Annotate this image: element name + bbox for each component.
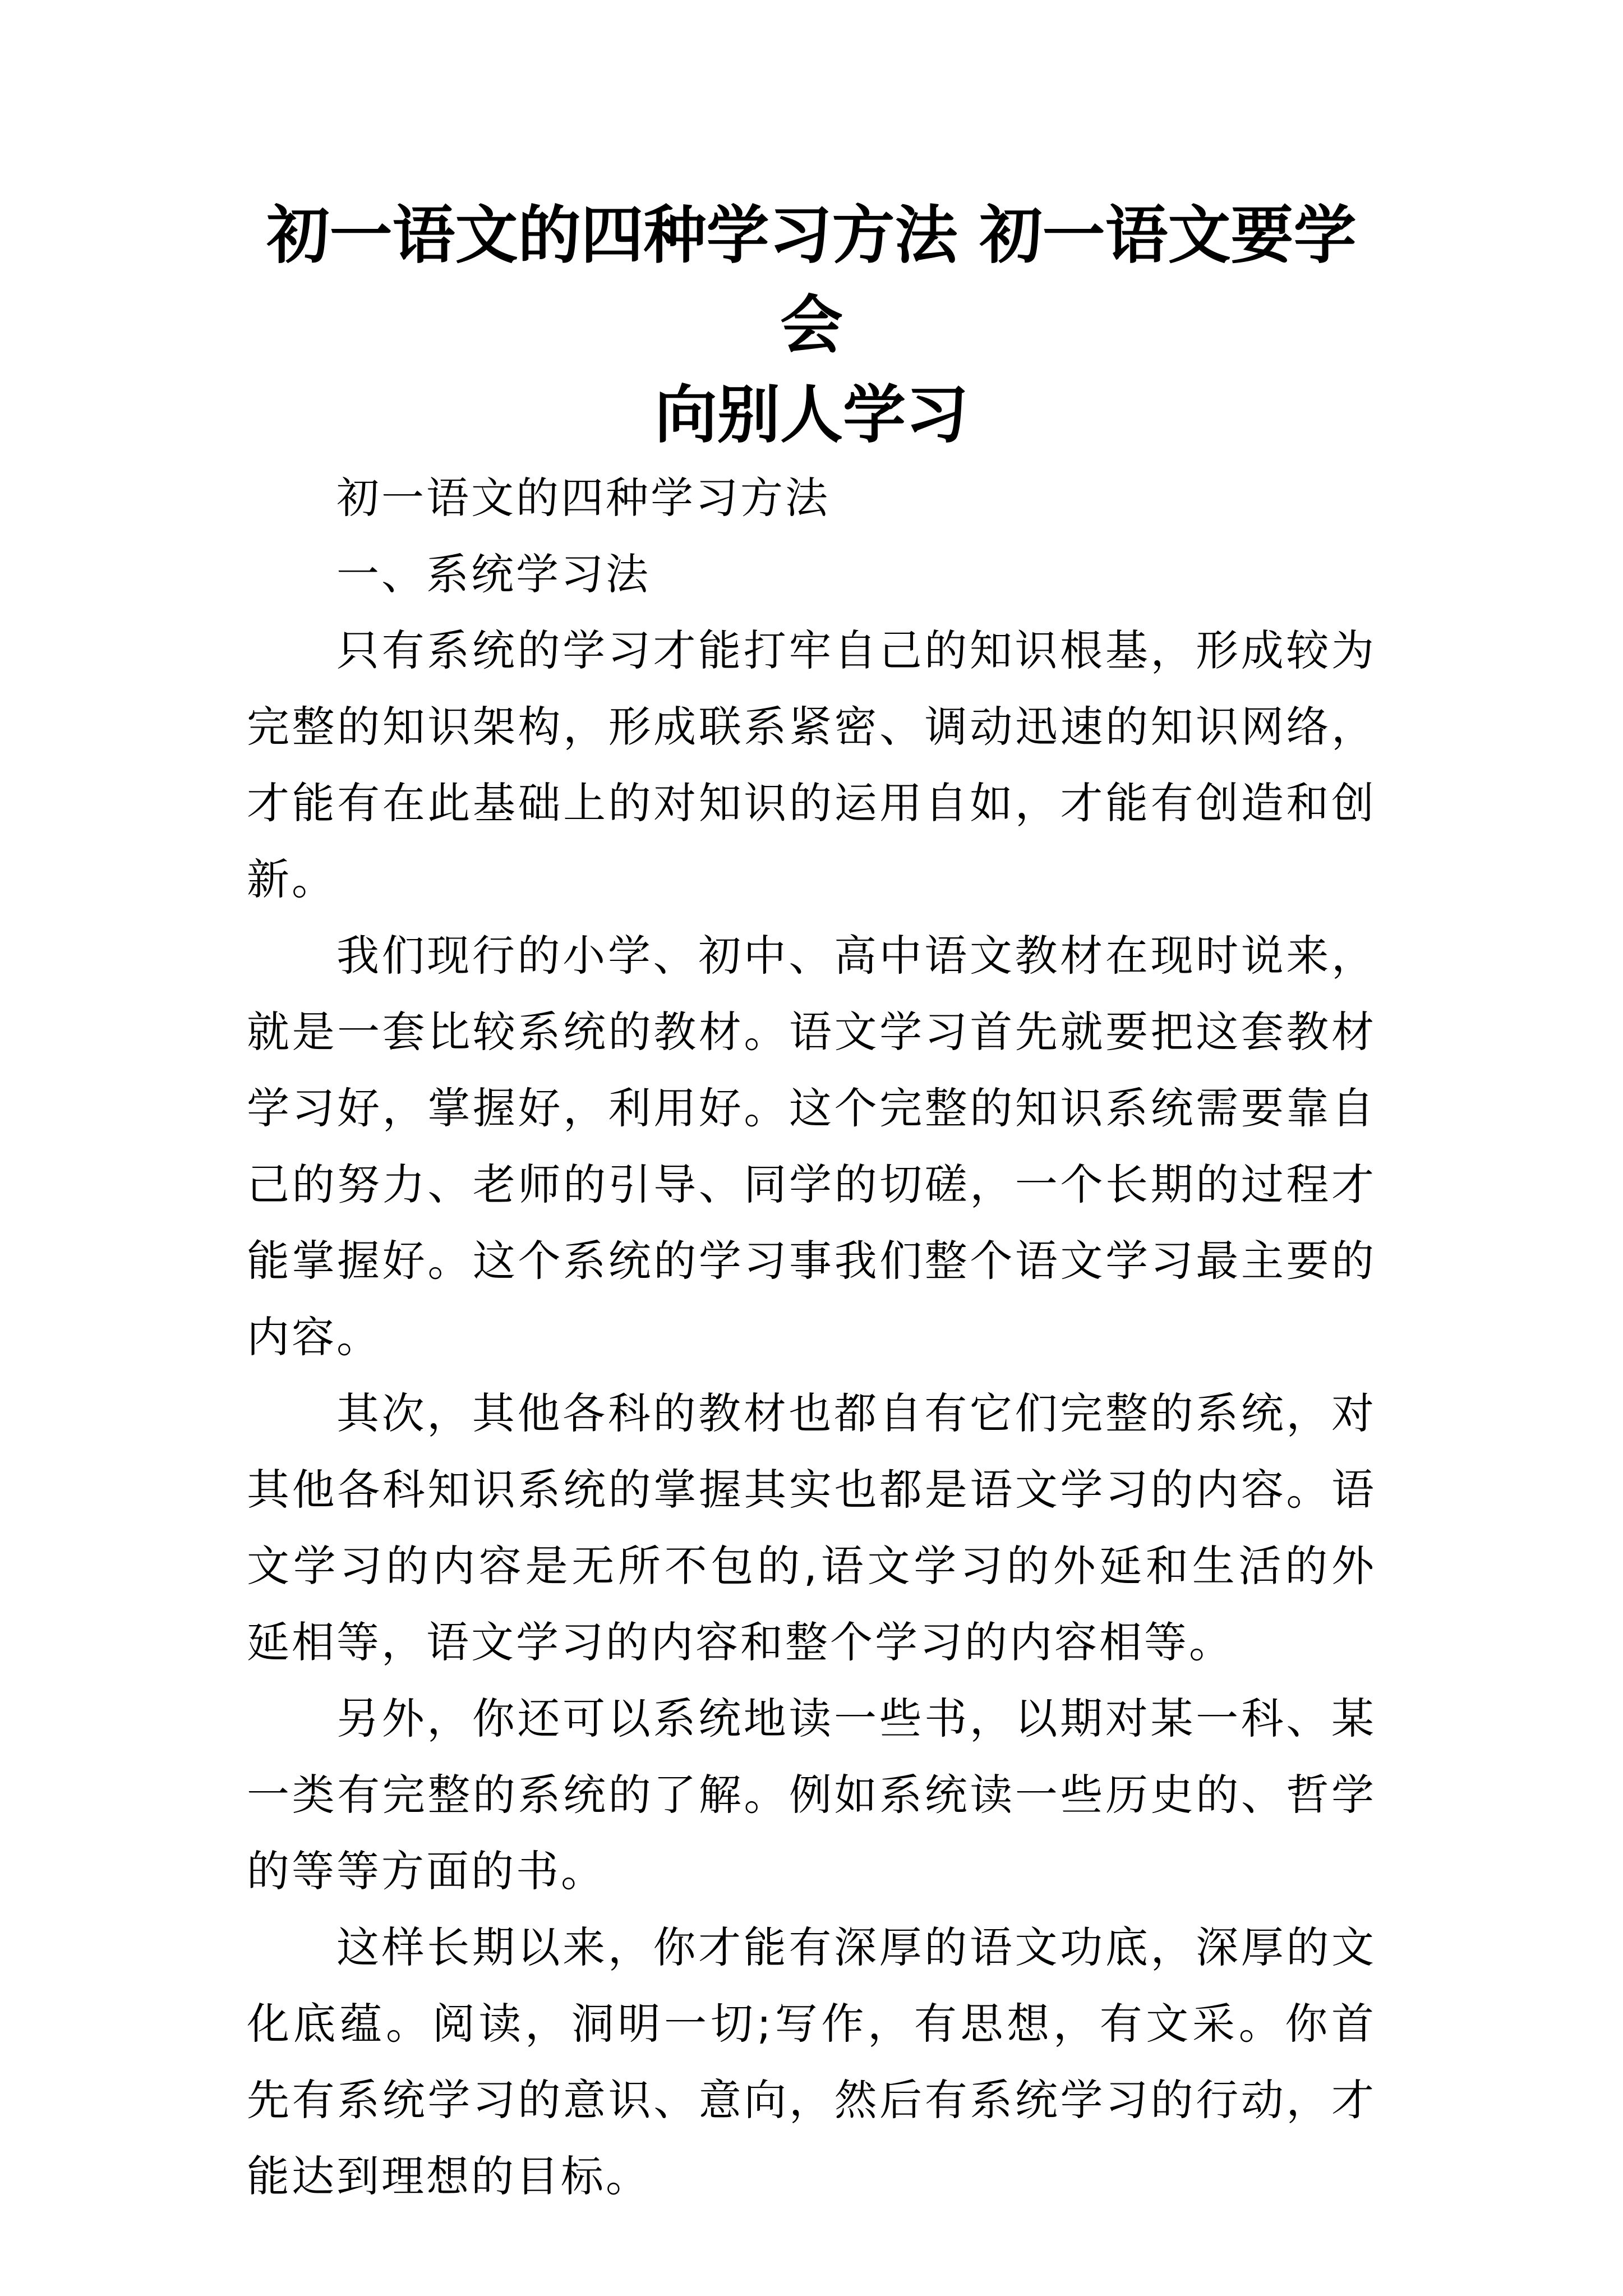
page-title — [247, 191, 1376, 460]
title-line-2: 向别人学习 — [654, 378, 969, 452]
paragraph: 这样长期以来，你才能有深厚的语文功底，深厚的文化底蕴。阅读，洞明一切;写作，有思想，有文采。你首先有系统学习的意识、意向，然后有系统学习的行动，才能达到理想的目标。 — [247, 1922, 1376, 2201]
paragraph: 其次，其他各科的教材也都自有它们完整的系统，对其他各科知识系统的掌握其实也都是语文学习的内容。语文学习的内容是无所不包的,语文学习的外延和生活的外延相等，语文学习的内容和整个学习的内容相等。 — [247, 1388, 1376, 1667]
title-line-1: 初一语文的四种学习方法 初一语文要学会 — [266, 199, 1357, 362]
subsection-heading: 一、系统学习法 — [336, 549, 651, 599]
paragraph: 我们现行的小学、初中、高中语文教材在现时说来，就是一套比较系统的教材。语文学习首先就要把这套教材学习好，掌握好，利用好。这个完整的知识系统需要靠自己的努力、老师的引导、同学的切磋，一个长期的过程才能掌握好。这个系统的学习事我们整个语文学习最主要的内容。 — [247, 931, 1376, 1362]
paragraph: 另外，你还可以系统地读一些书，以期对某一科、某一类有完整的系统的了解。例如系统读一些历史的、哲学的等等方面的书。 — [247, 1694, 1376, 1896]
paragraph: 只有系统的学习才能打牢自己的知识根基，形成较为完整的知识架构，形成联系紧密、调动迅速的知识网络，才能有在此基础上的对知识的运用自如，才能有创造和创新。 — [247, 625, 1376, 904]
section-heading: 初一语文的四种学习方法 — [336, 473, 830, 523]
document-body — [247, 460, 1376, 2215]
